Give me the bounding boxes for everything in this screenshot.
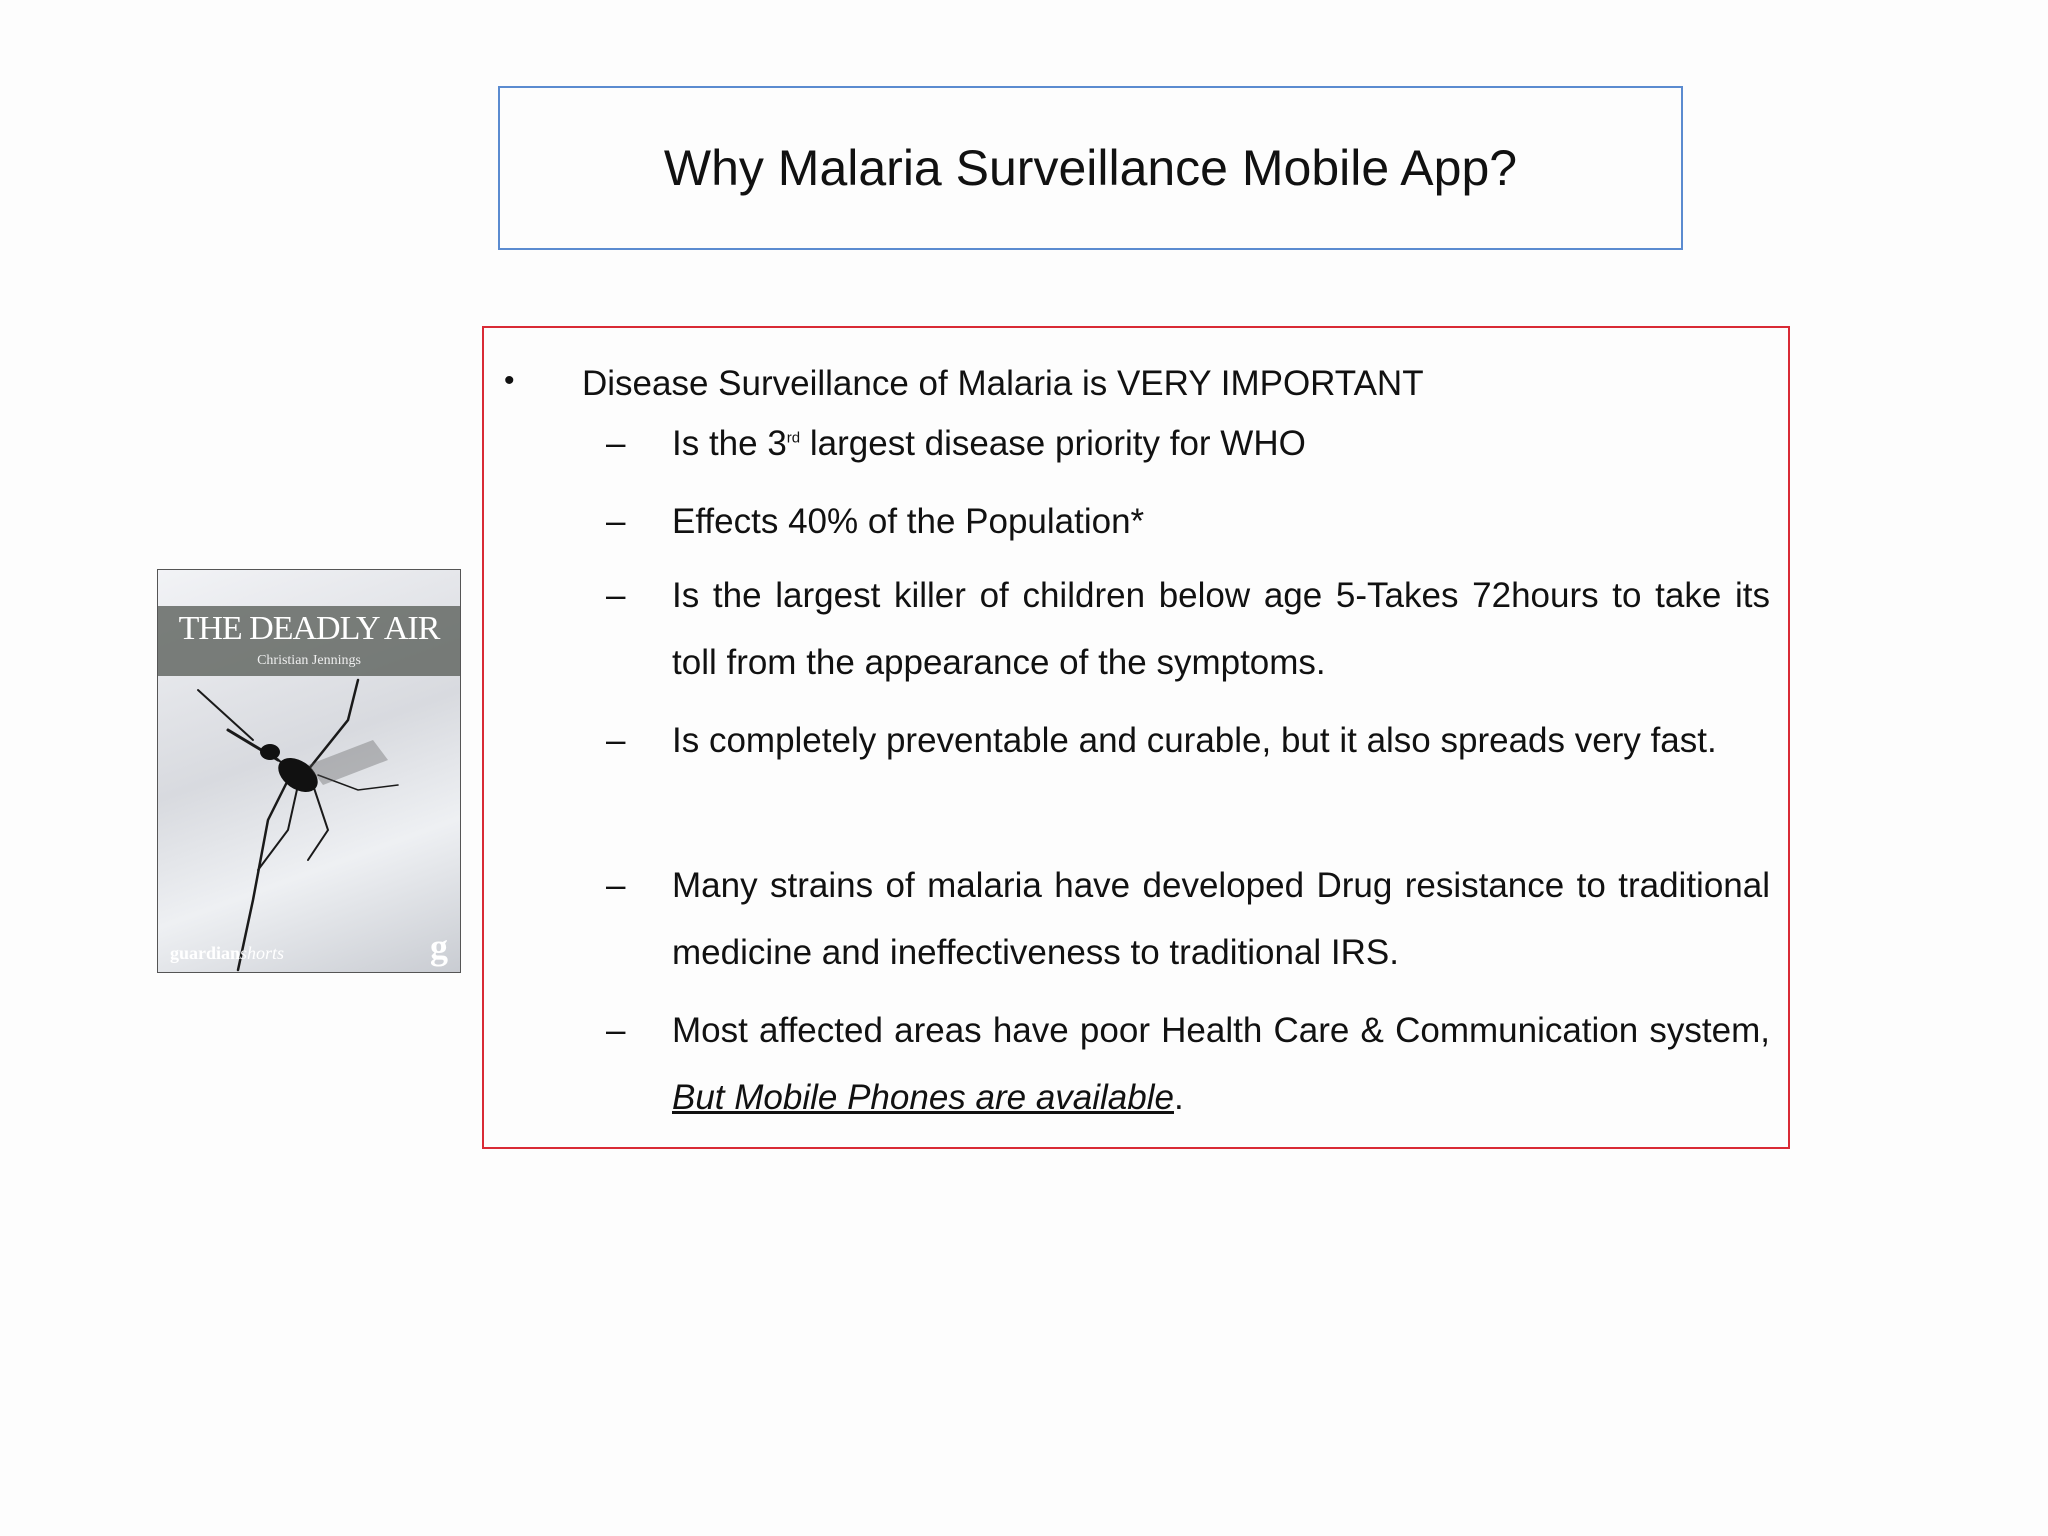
dash-marker: – (606, 502, 626, 541)
book-title: THE DEADLY AIR (178, 610, 440, 647)
dash-marker: – (606, 866, 626, 905)
sub-item-text-pre: Most affected areas have poor Health Care & Communication system, (672, 1011, 1770, 1050)
bullet-text: Disease Surveillance of Malaria is VERY IMPORTANT (582, 364, 1424, 403)
guardian-logo: g (430, 927, 448, 967)
book-cover-image (157, 569, 461, 973)
slide-title: Why Malaria Surveillance Mobile App? (663, 140, 1518, 196)
sub-item-text (672, 997, 1770, 1131)
title-box (498, 86, 1683, 250)
bullet-dot: • (504, 364, 515, 397)
emphasized-text: But Mobile Phones are available (672, 1078, 1174, 1117)
book-publisher-bold: guardian (170, 943, 241, 963)
sub-item-text: Is completely preventable and curable, but it also spreads very fast. (672, 721, 1717, 760)
sub-item-text-post: largest disease priority for WHO (800, 424, 1306, 463)
sub-item-text-pre: Is the 3 (672, 424, 787, 463)
sub-item-text (672, 424, 1770, 464)
book-author: Christian Jennings (257, 653, 361, 668)
sub-item-text: Many strains of malaria have developed Drug resistance to traditional medicine and ineffectiveness to traditional IRS. (672, 866, 1770, 972)
sub-item-text-post: . (1173, 1078, 1184, 1117)
dash-marker: – (606, 721, 626, 760)
superscript: rd (786, 429, 801, 447)
sub-item-text: Is the largest killer of children below age 5-Takes 72hours to take its toll from the appearance of the symptoms. (672, 576, 1770, 682)
dash-marker: – (606, 1011, 626, 1050)
content-box (482, 326, 1790, 1149)
book-publisher (170, 943, 284, 964)
book-publisher-italic: shorts (240, 943, 285, 963)
dash-marker: – (606, 576, 626, 615)
sub-item-text: Effects 40% of the Population* (672, 502, 1145, 541)
dash-marker: – (606, 424, 626, 463)
